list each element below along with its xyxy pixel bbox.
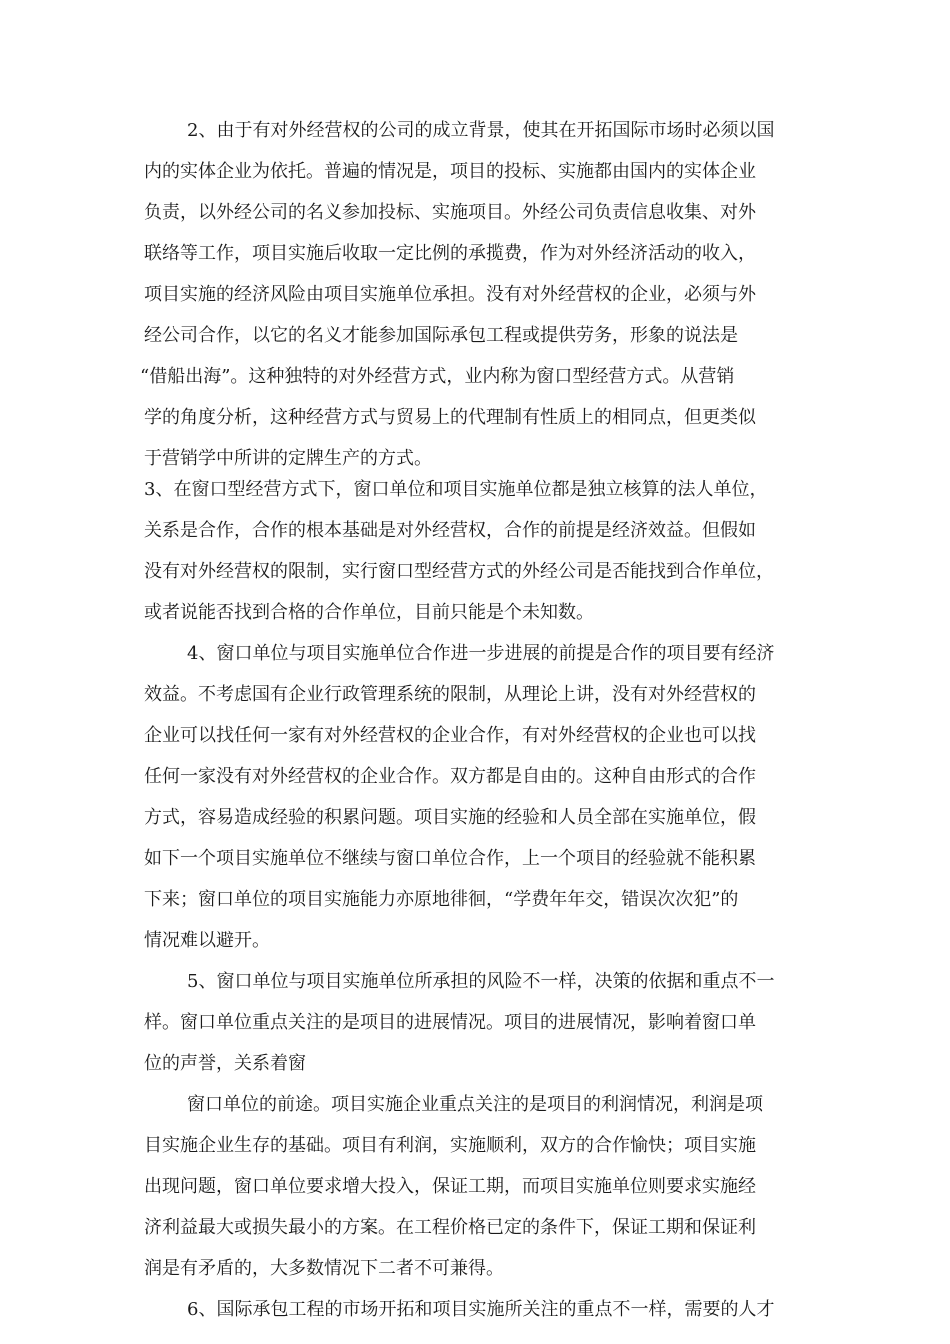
text-line: 位的声誉，关系着窗 <box>144 1053 306 1074</box>
text-line: 如下一个项目实施单位不继续与窗口单位合作，上一个项目的经验就不能积累 <box>144 848 756 869</box>
text-line: 目实施企业生存的基础。项目有利润，实施顺利，双方的合作愉快；项目实施 <box>144 1135 756 1156</box>
text-line: 2、由于有对外经营权的公司的成立背景，使其在开拓国际市场时必须以国 <box>187 120 775 141</box>
text-line: 3、在窗口型经营方式下，窗口单位和项目实施单位都是独立核算的法人单位， <box>144 479 768 500</box>
text-line: 济利益最大或损失最小的方案。在工程价格已定的条件下，保证工期和保证利 <box>144 1217 756 1238</box>
text-line: 关系是合作，合作的根本基础是对外经营权，合作的前提是经济效益。但假如 <box>144 520 756 541</box>
text-line: 情况难以避开。 <box>144 930 270 951</box>
text-line: 内的实体企业为依托。普遍的情况是，项目的投标、实施都由国内的实体企业 <box>144 161 756 182</box>
text-line: 于营销学中所讲的定牌生产的方式。 <box>144 448 432 469</box>
text-line: 润是有矛盾的，大多数情况下二者不可兼得。 <box>144 1258 504 1279</box>
text-line: 4、窗口单位与项目实施单位合作进一步进展的前提是合作的项目要有经济 <box>187 643 775 664</box>
text-line: 没有对外经营权的限制，实行窗口型经营方式的外经公司是否能找到合作单位， <box>144 561 774 582</box>
text-line: 学的角度分析，这种经营方式与贸易上的代理制有性质上的相同点，但更类似 <box>144 407 756 428</box>
text-line: 出现问题，窗口单位要求增大投入，保证工期，而项目实施单位则要求实施经 <box>144 1176 756 1197</box>
text-line: 负责，以外经公司的名义参加投标、实施项目。外经公司负责信息收集、对外 <box>144 202 756 223</box>
text-line: 项目实施的经济风险由项目实施单位承担。没有对外经营权的企业，必须与外 <box>144 284 756 305</box>
text-line: 下来；窗口单位的项目实施能力亦原地徘徊，“学费年年交，错误次次犯”的 <box>144 889 739 910</box>
text-line: 效益。不考虑国有企业行政管理系统的限制，从理论上讲，没有对外经营权的 <box>144 684 756 705</box>
text-line: 样。窗口单位重点关注的是项目的进展情况。项目的进展情况，影响着窗口单 <box>144 1012 756 1033</box>
text-line: 联络等工作，项目实施后收取一定比例的承揽费，作为对外经济活动的收入， <box>144 243 756 264</box>
text-line: 企业可以找任何一家有对外经营权的企业合作，有对外经营权的企业也可以找 <box>144 725 756 746</box>
text-line: 经公司合作，以它的名义才能参加国际承包工程或提供劳务，形象的说法是 <box>144 325 738 346</box>
text-line: 窗口单位的前途。项目实施企业重点关注的是项目的利润情况，利润是项 <box>187 1094 763 1115</box>
text-line: 方式，容易造成经验的积累问题。项目实施的经验和人员全部在实施单位，假 <box>144 807 756 828</box>
text-line: “借船出海”。这种独特的对外经营方式，业内称为窗口型经营方式。从营销 <box>140 366 735 387</box>
text-line: 任何一家没有对外经营权的企业合作。双方都是自由的。这种自由形式的合作 <box>144 766 756 787</box>
text-line: 或者说能否找到合格的合作单位，目前只能是个未知数。 <box>144 602 594 623</box>
text-line: 6、国际承包工程的市场开拓和项目实施所关注的重点不一样，需要的人才 <box>187 1299 775 1320</box>
text-line: 5、窗口单位与项目实施单位所承担的风险不一样，决策的依据和重点不一 <box>187 971 775 992</box>
